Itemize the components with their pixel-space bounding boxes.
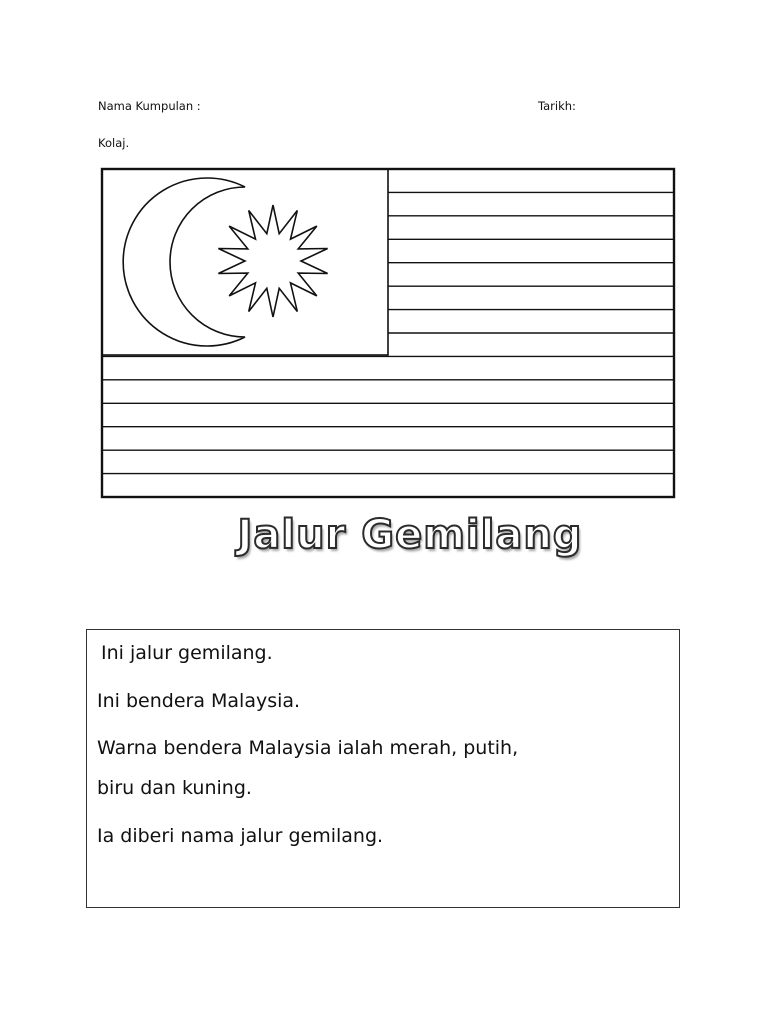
flag-drawing [98, 165, 678, 501]
group-name-label: Nama Kumpulan : [98, 99, 201, 113]
sentence-3-part-2: biru dan kuning. [97, 777, 252, 799]
sentence-4: Ia diberi nama jalur gemilang. [97, 825, 384, 847]
date-label: Tarikh: [538, 99, 576, 113]
sentence-1: Ini jalur gemilang. [101, 642, 273, 664]
sentence-3-part-1: Warna bendera Malaysia ialah merah, putih, [97, 737, 519, 759]
flag-title: Jalur Gemilang [237, 512, 583, 558]
malaysia-flag-outline [98, 165, 678, 501]
description-box [86, 629, 680, 908]
collage-label: Kolaj. [98, 136, 130, 150]
sentence-2: Ini bendera Malaysia. [97, 690, 301, 712]
